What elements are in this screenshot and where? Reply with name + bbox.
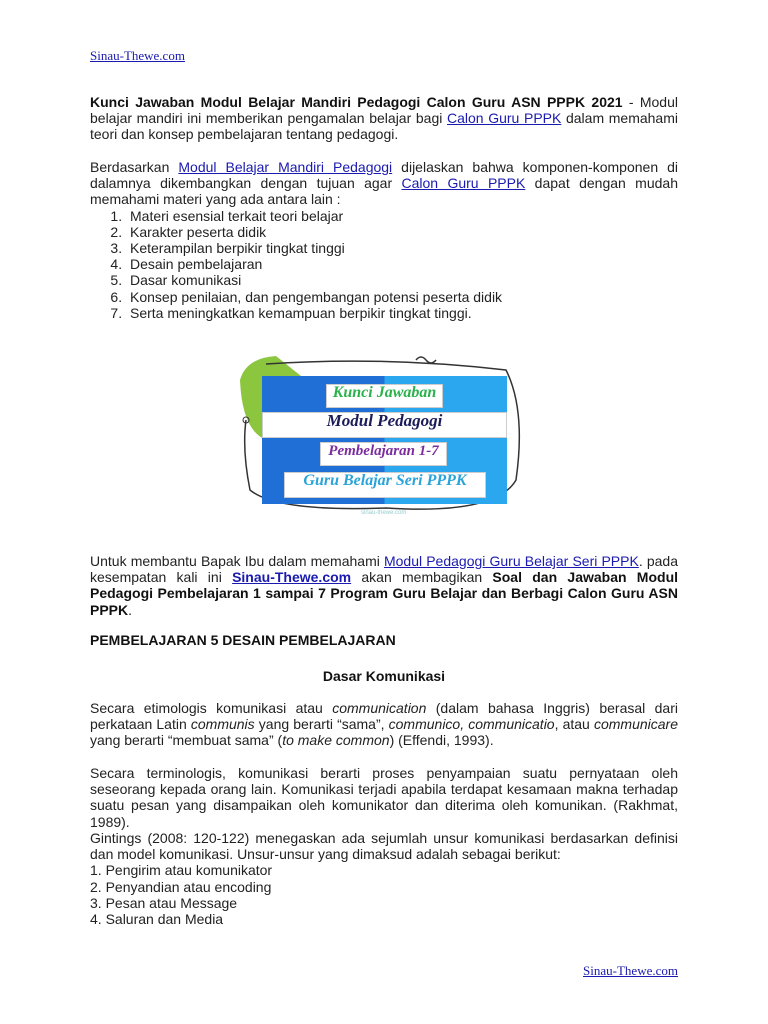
bold-text: Soal dan Jawaban Modul Pedagogi Pembelajaran 1 sampai 7 Program Guru Belajar dan Berbagi Calon Guru ASN PPPK: [90, 569, 679, 618]
list-item: 2. Penyandian atau encoding: [90, 878, 272, 895]
text: dalam memahami teori dan konsep pembelajaran tentang pedagogi.: [90, 110, 678, 143]
image-watermark: sinau-thewe.com: [361, 510, 407, 516]
cover-image: [236, 350, 526, 522]
list-item: 5. Dasar komunikasi: [126, 272, 678, 288]
list-item: 6. Konsep penilaian, dan pengembangan potensi peserta didik: [126, 289, 678, 305]
paragraph-6: [90, 830, 678, 927]
paragraph-2: [90, 159, 678, 321]
list-item: 1. Pengirim atau komunikator: [90, 862, 273, 879]
italic: communico, communicatio: [388, 716, 555, 733]
modul-pedagogi-link[interactable]: Modul Pedagogi Guru Belajar Seri PPPK: [383, 553, 639, 569]
paragraph-4: [90, 700, 678, 749]
list-item: 7. Serta meningkatkan kemampuan berpikir tingkat tinggi.: [126, 305, 678, 321]
text: Berdasarkan: [90, 159, 179, 175]
list-item: 3. Keterampilan berpikir tingkat tinggi: [126, 240, 678, 256]
banner-line-2: Modul Pedagogi: [262, 412, 507, 438]
footer-site-link[interactable]: Sinau-Thewe.com: [583, 963, 678, 978]
banner-line-1: Kunci Jawaban: [326, 384, 443, 408]
text: . pada kesempatan kali ini: [90, 553, 678, 586]
text: Gintings (2008: 120-122) menegaskan ada sejumlah unsur komunikasi berdasarkan definisi dan model komunikasi. Unsur-unsur yang dimaksud adalah sebagai berikut:: [90, 830, 678, 863]
subheading: Dasar Komunikasi: [322, 668, 446, 684]
text: - Modul belajar mandiri ini memberikan pengamalan belajar bagi: [90, 94, 678, 127]
intro-title: Kunci Jawaban Modul Belajar Mandiri Pedagogi Calon Guru ASN PPPK 2021: [90, 94, 623, 110]
calon-guru-link-2[interactable]: Calon Guru PPPK: [401, 175, 526, 192]
sinau-thewe-link[interactable]: Sinau-Thewe.com: [232, 569, 352, 586]
list-item: 1. Materi esensial terkait teori belajar: [126, 208, 678, 224]
text: .: [128, 601, 133, 618]
list-item: 4. Saluran dan Media: [90, 911, 224, 928]
calon-guru-link[interactable]: Calon Guru PPPK: [447, 110, 562, 127]
list-item: 3. Pesan atau Message: [90, 894, 238, 911]
list-item: 4. Desain pembelajaran: [126, 256, 678, 272]
text: yang berarti “sama”,: [254, 716, 389, 733]
modul-link[interactable]: Modul Belajar Mandiri Pedagogi: [178, 159, 393, 175]
banner: [262, 376, 507, 504]
text: yang berarti “membuat sama” (: [90, 732, 283, 749]
unsur-list: [90, 862, 678, 927]
section-heading: PEMBELAJARAN 5 DESAIN PEMBELAJARAN: [90, 632, 396, 648]
banner-line-4: Guru Belajar Seri PPPK: [284, 472, 486, 498]
text: dapat dengan mudah memahami materi yang ada antara lain :: [90, 175, 678, 208]
italic: communis: [190, 716, 255, 733]
text: Secara etimologis komunikasi atau: [90, 700, 333, 716]
banner-line-3: Pembelajaran 1-7: [320, 442, 447, 466]
text: , atau: [554, 716, 594, 733]
materi-list: [90, 208, 678, 321]
text: dijelaskan bahwa komponen-komponen di dalamnya dikembangkan dengan tujuan agar: [90, 159, 678, 192]
text: (dalam bahasa Inggris) berasal dari perkataan Latin: [90, 700, 678, 733]
text: akan membagikan: [351, 569, 493, 586]
italic: communicare: [593, 716, 678, 733]
intro-paragraph: [90, 94, 678, 143]
header-site-link[interactable]: Sinau-Thewe.com: [90, 48, 185, 63]
text: Untuk membantu Bapak Ibu dalam memahami: [90, 553, 384, 569]
paragraph-5: Secara terminologis, komunikasi berarti proses penyampaian suatu pernyataan oleh seseorang kepada orang lain. Komunikasi terjadi apabila terdapat kesamaan makna terhadap suatu pesan yang disampaikan oleh komunikator dan diterima oleh komunikan. (Rakhmat, 1989).: [90, 765, 678, 830]
list-item: 2. Karakter peserta didik: [126, 224, 678, 240]
italic: communication: [332, 700, 427, 716]
text: ) (Effendi, 1993).: [389, 732, 494, 749]
paragraph-3: [90, 553, 678, 618]
italic: to make common: [282, 732, 390, 749]
